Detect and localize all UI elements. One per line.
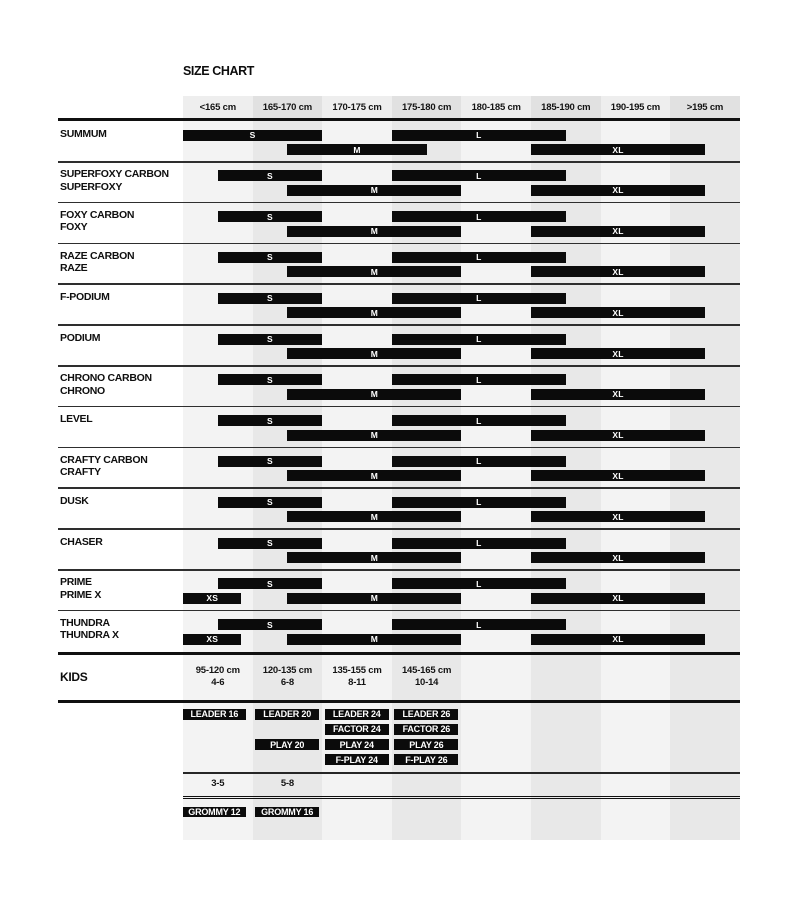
- bike-name-line: FOXY CARBON: [60, 209, 135, 222]
- kids-column-header-line: 8-11: [348, 677, 366, 688]
- row-separator: [58, 324, 740, 326]
- bike-name-line: DUSK: [60, 494, 89, 507]
- kids-column-header-line: 10-14: [414, 677, 439, 688]
- size-bar-xl: XL: [531, 307, 705, 318]
- kids-bike-bar: FACTOR 24: [325, 724, 389, 735]
- row-separator: [58, 365, 740, 367]
- kids-column-header-line: 145-165 cm: [401, 665, 452, 676]
- bike-name-line: CHRONO CARBON: [60, 372, 152, 385]
- size-bar-s: S: [218, 415, 322, 426]
- kids-column-header-line: 6-8: [280, 677, 294, 688]
- kids-bike-bar: PLAY 26: [394, 739, 458, 750]
- size-bar-m: M: [287, 511, 461, 522]
- kids-bike-bar: F-PLAY 26: [394, 754, 458, 765]
- row-separator: [58, 161, 740, 163]
- header-label-1: 165-170 cm: [262, 101, 312, 113]
- size-bar-s: S: [218, 497, 322, 508]
- row-separator: [58, 610, 740, 612]
- kids-header-underline: [58, 700, 740, 703]
- kids-bike-bar: PLAY 20: [255, 739, 319, 750]
- size-bar-m: M: [287, 348, 461, 359]
- size-bar-l: L: [392, 374, 566, 385]
- header-label-7: >195 cm: [686, 101, 724, 113]
- size-bar-s: S: [218, 293, 322, 304]
- size-bar-s: S: [218, 374, 322, 385]
- bike-name-line: F-PODIUM: [60, 290, 110, 303]
- bike-name-line: PRIME X: [60, 588, 102, 601]
- kids-column-header-0: [183, 665, 253, 689]
- kids-bike-bar: LEADER 16: [183, 709, 246, 720]
- size-bar-l: L: [392, 252, 566, 263]
- age-range-label: 3-5: [211, 778, 225, 789]
- bike-name: [60, 291, 110, 303]
- kids-bike-bar: F-PLAY 24: [325, 754, 389, 765]
- size-bar-xs: XS: [183, 634, 241, 645]
- kids-column-header-3: [392, 665, 462, 689]
- row-separator: [58, 243, 740, 245]
- size-bar-xl: XL: [531, 144, 705, 155]
- size-bar-l: L: [392, 415, 566, 426]
- kids-bike-bar: LEADER 24: [325, 709, 389, 720]
- size-bar-m: M: [287, 389, 461, 400]
- size-bar-xl: XL: [531, 348, 705, 359]
- bike-name-line: FOXY: [60, 221, 88, 234]
- kids-column-header-line: 135-155 cm: [332, 665, 382, 676]
- kids-column-header-line: 95-120 cm: [195, 665, 240, 676]
- size-bar-m: M: [287, 307, 461, 318]
- bike-name-line: SUMMUM: [60, 127, 107, 140]
- column-stripe-1: [253, 96, 323, 840]
- header-underline: [58, 118, 740, 121]
- column-stripe-0: [183, 96, 253, 840]
- header-label-0: <165 cm: [199, 101, 236, 113]
- size-bar-l: L: [392, 497, 566, 508]
- ages-top-border: [183, 772, 740, 774]
- header-label-3: 175-180 cm: [401, 101, 452, 113]
- bike-name-line: CRAFTY CARBON: [60, 453, 148, 466]
- size-bar-xl: XL: [531, 634, 705, 645]
- bike-name: [60, 413, 92, 425]
- bike-name-line: SUPERFOXY: [60, 180, 123, 193]
- size-bar-s: S: [218, 538, 322, 549]
- bike-name-line: SUPERFOXY CARBON: [60, 168, 169, 181]
- size-bar-l: L: [392, 130, 566, 141]
- size-bar-xl: XL: [531, 593, 705, 604]
- kids-section-title: KIDS: [60, 670, 88, 684]
- page-title: SIZE CHART: [183, 64, 255, 78]
- kids-column-header-2: [322, 665, 392, 689]
- bike-name: [60, 617, 119, 642]
- size-bar-xl: XL: [531, 511, 705, 522]
- size-bar-s: S: [218, 211, 322, 222]
- size-bar-l: L: [392, 334, 566, 345]
- row-separator: [58, 528, 740, 530]
- size-bar-l: L: [392, 170, 566, 181]
- size-bar-l: L: [392, 211, 566, 222]
- size-bar-xl: XL: [531, 389, 705, 400]
- kids-column-header-line: 4-6: [211, 677, 225, 688]
- bike-name: [60, 576, 101, 601]
- size-bar-l: L: [392, 619, 566, 630]
- size-bar-m: M: [287, 634, 461, 645]
- row-separator: [58, 569, 740, 571]
- column-stripe-6: [601, 96, 671, 840]
- bike-name: [60, 454, 148, 479]
- age-range-label: 5-8: [280, 778, 294, 789]
- bike-name-line: CHRONO: [60, 384, 105, 397]
- size-bar-l: L: [392, 538, 566, 549]
- row-separator: [58, 447, 740, 449]
- bike-name: [60, 168, 169, 193]
- bike-name-line: PODIUM: [60, 331, 101, 344]
- size-bar-l: L: [392, 293, 566, 304]
- size-bar-s: S: [218, 170, 322, 181]
- size-bar-xl: XL: [531, 226, 705, 237]
- kids-bike-bar: GROMMY 16: [255, 807, 319, 818]
- header-label-5: 185-190 cm: [541, 101, 591, 113]
- kids-bike-bar: GROMMY 12: [183, 807, 246, 818]
- bike-name-line: RAZE: [60, 262, 88, 275]
- size-bar-xl: XL: [531, 552, 705, 563]
- size-bar-m: M: [287, 185, 461, 196]
- bike-name: [60, 128, 107, 140]
- kids-column-header-line: 120-135 cm: [262, 665, 312, 676]
- size-bar-m: M: [287, 226, 461, 237]
- size-bar-xl: XL: [531, 266, 705, 277]
- size-bar-s: S: [218, 619, 322, 630]
- column-stripe-4: [461, 96, 531, 840]
- kids-column-header-1: [253, 665, 323, 689]
- bike-name-line: RAZE CARBON: [60, 249, 135, 262]
- size-bar-m: M: [287, 593, 461, 604]
- bike-name: [60, 332, 100, 344]
- size-bar-xl: XL: [531, 185, 705, 196]
- row-separator: [58, 283, 740, 285]
- main-chart-bottom-border: [58, 652, 740, 655]
- header-label-2: 170-175 cm: [332, 101, 382, 113]
- size-bar-m: M: [287, 144, 426, 155]
- size-bar-m: M: [287, 430, 461, 441]
- bike-name-line: CHASER: [60, 535, 103, 548]
- bike-name: [60, 250, 134, 275]
- row-separator: [58, 487, 740, 489]
- ages-bottom-border: [183, 796, 740, 799]
- size-bar-xs: XS: [183, 593, 241, 604]
- row-separator: [58, 406, 740, 408]
- header-label-4: 180-185 cm: [471, 101, 521, 113]
- kids-bike-bar: LEADER 26: [394, 709, 458, 720]
- row-separator: [58, 202, 740, 204]
- size-bar-s: S: [218, 252, 322, 263]
- size-bar-m: M: [287, 266, 461, 277]
- size-bar-s: S: [218, 578, 322, 589]
- size-bar-s: S: [218, 334, 322, 345]
- size-bar-m: M: [287, 470, 461, 481]
- bike-name-line: CRAFTY: [60, 466, 101, 479]
- size-bar-l: L: [392, 578, 566, 589]
- bike-name: [60, 536, 103, 548]
- size-bar-s: S: [218, 456, 322, 467]
- kids-bike-bar: LEADER 20: [255, 709, 319, 720]
- bike-name: [60, 209, 134, 234]
- size-bar-s: S: [183, 130, 322, 141]
- size-bar-m: M: [287, 552, 461, 563]
- bike-name-line: LEVEL: [60, 413, 93, 426]
- column-stripe-5: [531, 96, 601, 840]
- bike-name-line: PRIME: [60, 576, 92, 589]
- header-label-6: 190-195 cm: [610, 101, 660, 113]
- size-bar-xl: XL: [531, 430, 705, 441]
- kids-bike-bar: FACTOR 26: [394, 724, 458, 735]
- size-bar-xl: XL: [531, 470, 705, 481]
- size-bar-l: L: [392, 456, 566, 467]
- bike-name: [60, 495, 89, 507]
- column-stripe-7: [670, 96, 740, 840]
- bike-name-line: THUNDRA: [60, 617, 110, 630]
- bike-name: [60, 372, 152, 397]
- kids-bike-bar: PLAY 24: [325, 739, 389, 750]
- bike-name-line: THUNDRA X: [60, 629, 119, 642]
